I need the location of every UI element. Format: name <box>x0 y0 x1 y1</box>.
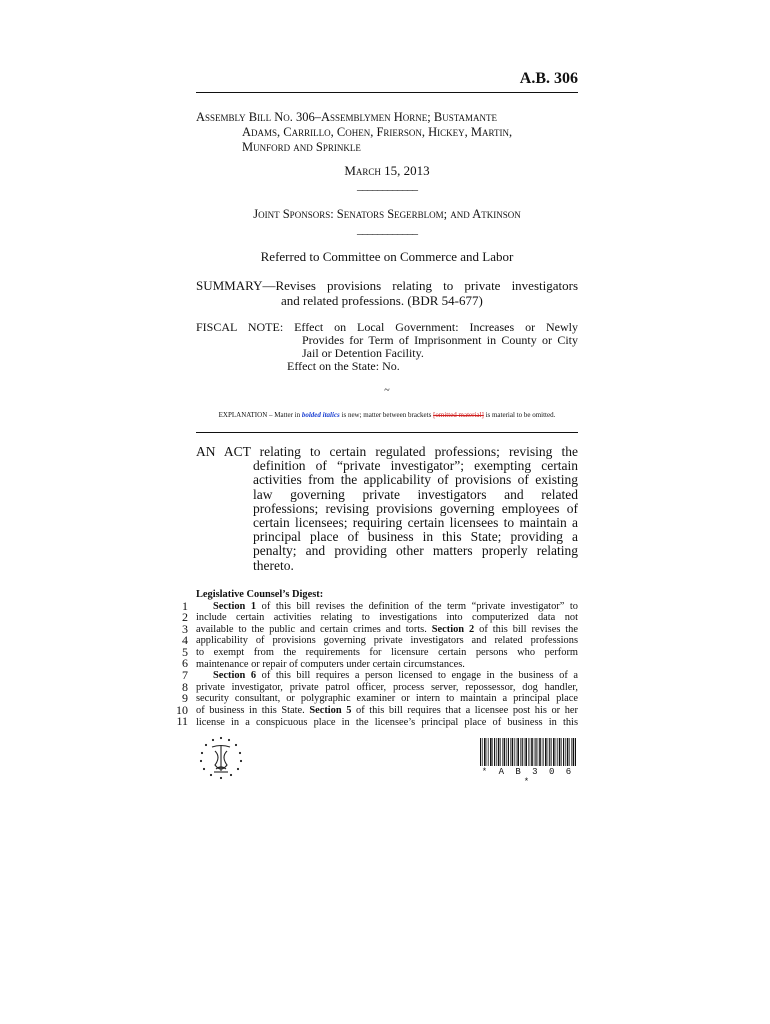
line-number: 7 <box>182 668 188 683</box>
digest-section-ref: Section 2 <box>431 623 475 635</box>
act-line: penalty; and providing other matters properly relating <box>253 543 578 559</box>
bill-date <box>196 163 578 193</box>
line-number: 3 <box>182 621 188 636</box>
fiscal-line-1: FISCAL NOTE: Effect on Local Government: Increases or Newly <box>196 320 578 334</box>
line-number: 10 <box>176 702 188 717</box>
digest-line-numbers <box>170 598 188 729</box>
explanation-prefix: EXPLANATION – Matter in <box>218 411 302 419</box>
line-number: 5 <box>182 644 188 659</box>
digest-line <box>196 647 578 659</box>
legislative-digest <box>196 589 578 728</box>
state-seal-icon <box>198 735 244 781</box>
barcode-label: * A B 3 0 6 * <box>481 767 575 787</box>
digest-text: private investigator, private patrol officer, process server, repossessor, dog handler, <box>196 681 578 693</box>
header-rule <box>196 92 578 93</box>
line-number: 1 <box>182 598 188 613</box>
act-line: certain licensees; requiring certain licensees to maintain a <box>253 515 578 531</box>
an-act-paragraph <box>196 445 578 573</box>
act-line: principal place of business in this State; providing a <box>253 529 578 545</box>
digest-text: to exempt from the requirements for licensure certain persons who perform <box>196 646 578 658</box>
digest-text: license in a conspicuous place in the licensee’s principal place of business in this <box>196 716 578 728</box>
digest-text: of this bill requires a person licensed to engage in the business of a <box>256 670 578 682</box>
digest-text: of business in this State. <box>196 704 310 716</box>
sponsors-text: Joint Sponsors: Senators Segerblom; and Atkinson <box>253 207 521 221</box>
referred-to-committee: Referred to Committee on Commerce and Labor <box>260 249 514 264</box>
digest-line <box>196 693 578 705</box>
fiscal-line-3: Jail or Detention Facility. <box>302 346 424 360</box>
bill-number-header: A.B. 306 <box>519 70 578 87</box>
summary-line-2: and related professions. (BDR 54-677) <box>281 293 483 308</box>
bill-summary <box>196 278 578 308</box>
digest-line <box>196 705 578 717</box>
line-number: 4 <box>182 633 188 648</box>
digest-text: available to the public and certain crimes and torts. <box>196 623 432 635</box>
explanation-omitted-matter: [omitted material] <box>433 411 484 419</box>
digest-text: security consultant, or polygraphic examiner or intern to maintain a principal place <box>196 693 578 705</box>
summary-line-1: SUMMARY—Revises provisions relating to private investigators <box>196 278 578 293</box>
bill-title <box>196 110 578 155</box>
explanation-suffix: is material to be omitted. <box>483 411 556 419</box>
joint-sponsors <box>196 207 578 237</box>
fiscal-line-4: Effect on the State: No. <box>287 359 400 373</box>
digest-line <box>196 624 578 636</box>
digest-text: of this bill revises the <box>474 623 578 635</box>
separator-2: ____________ <box>357 222 417 236</box>
digest-text: maintenance or repair of computers under certain circumstances. <box>196 658 465 670</box>
tilde-mark: ~ <box>384 385 390 396</box>
digest-line <box>196 612 578 624</box>
explanation-middle: is new; matter between brackets <box>339 411 434 419</box>
line-number: 2 <box>182 610 188 625</box>
act-line: professions; revising provisions governing employees of <box>253 500 578 516</box>
digest-line <box>196 717 578 729</box>
act-line: definition of “private investigator”; exempting certain <box>253 458 578 474</box>
act-line: law governing private investigators and related <box>253 486 578 502</box>
title-line-1: Assembly Bill No. 306–Assemblymen Horne; Bustamante <box>196 110 497 124</box>
explanation-rule <box>196 432 578 433</box>
line-number: 9 <box>182 691 188 706</box>
separator-1: ____________ <box>357 178 417 192</box>
act-line: thereto. <box>253 557 294 573</box>
digest-section-ref: Section 6 <box>213 670 257 682</box>
digest-line <box>196 635 578 647</box>
digest-line <box>196 659 578 671</box>
title-line-2: Adams, Carrillo, Cohen, Frierson, Hickey, Martin, <box>242 125 513 139</box>
digest-text: applicability of provisions governing private investigators and related professions <box>196 635 578 647</box>
explanation-new-matter: bolded italics <box>301 411 340 419</box>
explanation-line <box>196 408 578 423</box>
digest-text: of this bill requires that a licensee post his or her <box>351 704 578 716</box>
fiscal-line-2: Provides for Term of Imprisonment in County or City <box>302 333 578 347</box>
act-line: activities from the applicability of provisions of existing <box>253 472 578 488</box>
digest-line <box>196 670 578 682</box>
digest-text: of this bill revises the definition of the term “private investigator” to <box>256 600 578 612</box>
digest-text: include certain activities relating to investigations into computerized data not <box>196 612 578 624</box>
barcode-icon <box>480 738 576 766</box>
digest-section-ref: Section 5 <box>309 704 352 716</box>
digest-title: Legislative Counsel’s Digest: <box>196 589 324 600</box>
digest-line <box>196 682 578 694</box>
line-number: 8 <box>182 679 188 694</box>
act-line: AN ACT relating to certain regulated professions; revising the <box>196 444 578 459</box>
date-text: March 15, 2013 <box>344 163 430 178</box>
line-number: 6 <box>182 656 188 671</box>
title-line-3: Munford and Sprinkle <box>242 140 361 154</box>
digest-section-ref: Section 1 <box>213 600 257 612</box>
line-number: 11 <box>176 714 188 729</box>
fiscal-note <box>196 321 578 373</box>
digest-line <box>196 601 578 613</box>
